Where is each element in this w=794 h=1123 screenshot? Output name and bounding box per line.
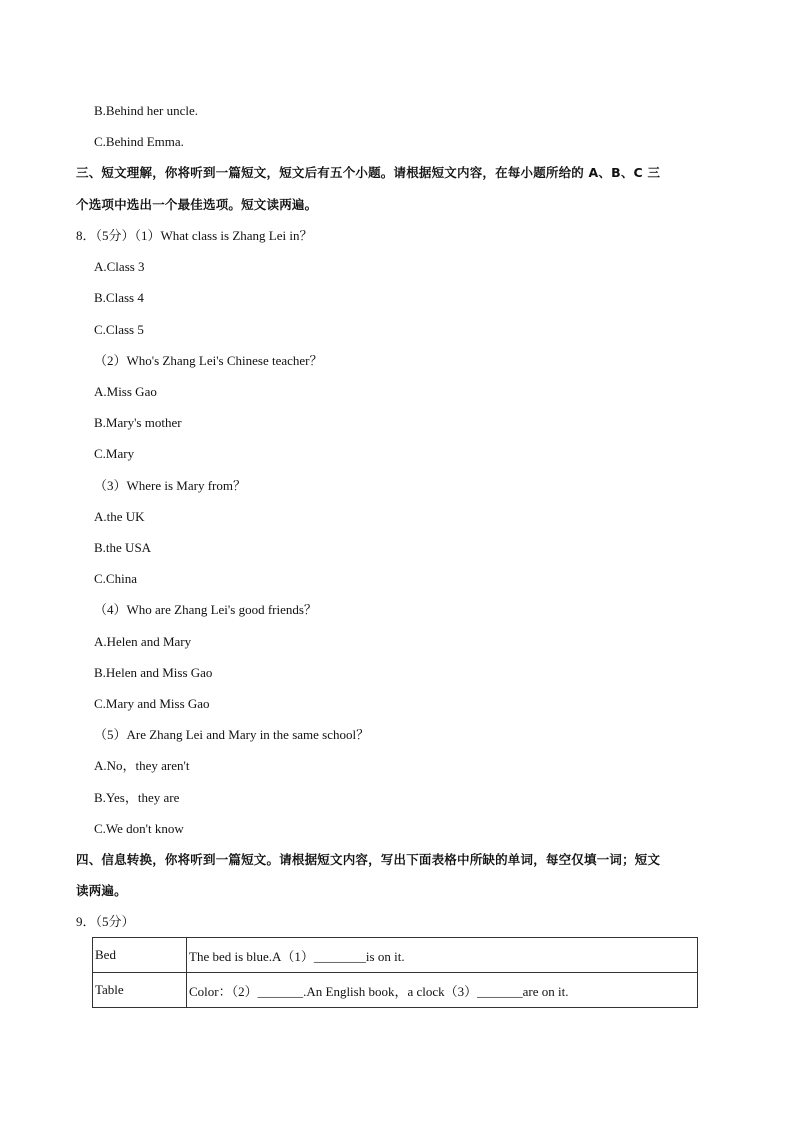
question-header: 8．（5分）（1）What class is Zhang Lei in？	[76, 228, 313, 243]
info-table	[92, 937, 698, 1008]
sub-question: （4）Who are Zhang Lei's good friends？	[94, 602, 317, 617]
option-line: B.Behind her uncle.	[94, 103, 198, 118]
option-line: C.China	[94, 571, 137, 586]
option-line: A.the UK	[94, 509, 145, 524]
option-line: C.Class 5	[94, 322, 144, 337]
sub-question: （5）Are Zhang Lei and Mary in the same school？	[94, 727, 370, 742]
option-line: C.Mary and Miss Gao	[94, 696, 210, 711]
option-line: A.Helen and Mary	[94, 634, 192, 649]
table-cell-label: Table	[93, 973, 187, 1008]
option-line: B.Yes，they are	[94, 790, 180, 805]
sub-question: （3）Where is Mary from？	[94, 478, 246, 493]
table-cell-label: Bed	[93, 938, 187, 973]
table-row	[93, 938, 698, 973]
option-line: C.Mary	[94, 446, 135, 461]
option-line: A.No，they aren't	[94, 758, 190, 773]
sub-question: （2）Who's Zhang Lei's Chinese teacher？	[94, 353, 323, 368]
section-heading-cont: 读两遍。	[76, 883, 127, 898]
section-heading: 三、短文理解，你将听到一篇短文，短文后有五个小题。请根据短文内容，在每小题所给的 A、B、C 三	[76, 165, 661, 180]
table-cell-content: Color：（2）_______.An English book，a clock（3）_______are on it.	[187, 973, 698, 1008]
option-line: B.Class 4	[94, 290, 144, 305]
section-heading-cont: 个选项中选出一个最佳选项。短文读两遍。	[76, 197, 318, 212]
option-line: A.Class 3	[94, 259, 145, 274]
table-row	[93, 973, 698, 1008]
option-line: C.We don't know	[94, 821, 184, 836]
option-line: B.Mary's mother	[94, 415, 182, 430]
question-header: 9．（5分）	[76, 914, 135, 929]
section-heading: 四、信息转换，你将听到一篇短文。请根据短文内容，写出下面表格中所缺的单词，每空仅填一词；短文	[76, 852, 661, 867]
option-line: A.Miss Gao	[94, 384, 157, 399]
option-line: B.the USA	[94, 540, 152, 555]
option-line: C.Behind Emma.	[94, 134, 184, 149]
table-cell-content: The bed is blue.A（1）________is on it.	[187, 938, 698, 973]
option-line: B.Helen and Miss Gao	[94, 665, 213, 680]
